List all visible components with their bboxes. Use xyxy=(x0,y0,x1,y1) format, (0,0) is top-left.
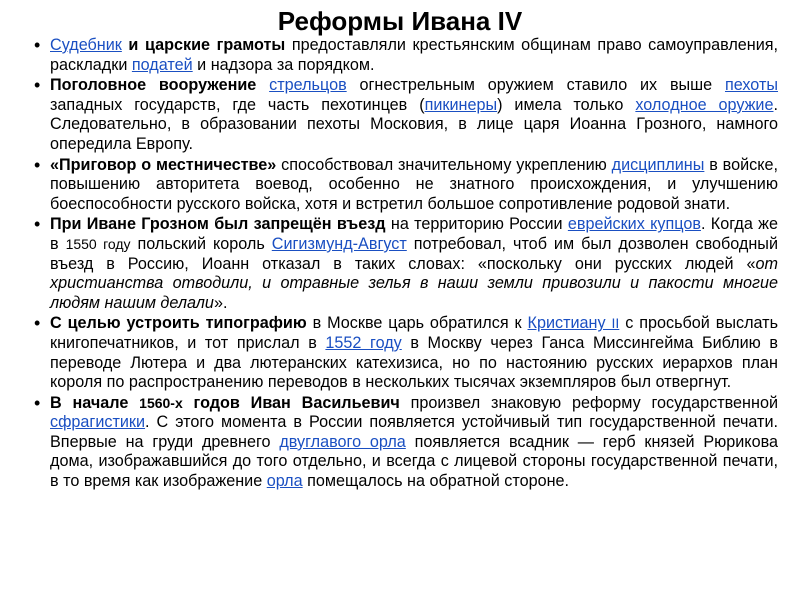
link-text: II xyxy=(611,315,620,332)
text: . Следовательно, в образовании пехоты Московия, в лице царя Иоанна Грозного, намного опередила Европу. xyxy=(50,95,778,153)
text: западных государств, где часть пехотинцев ( xyxy=(50,95,425,114)
list-item xyxy=(50,156,778,215)
text: произвел знаковую реформу государственной xyxy=(399,393,778,412)
bold-text: и царские грамоты xyxy=(121,36,286,54)
text: годов Иван Васильевич xyxy=(182,393,400,412)
link-evreyskie-kuptsy[interactable]: еврейских купцов xyxy=(567,215,701,234)
text xyxy=(256,76,269,94)
link-pehota[interactable]: пехоты xyxy=(724,76,779,95)
text: появляется всадник — герб князей Рюрикова дома, изображавшийся до того отдельно, и всегда с лицевой стороны государственной печати, в то время как изображение xyxy=(50,432,778,491)
text: ) имела только xyxy=(497,95,636,114)
text: способствовал значительному укреплению xyxy=(276,155,612,174)
link-text: Кристиану xyxy=(527,314,612,333)
text: и надзора за порядком. xyxy=(192,55,375,74)
text: потребовал, чтоб им был дозволен свободный въезд в Россию, Иоанн отказал в таких словах: «поскольку они русских людей « xyxy=(50,234,778,273)
list-item xyxy=(50,76,778,154)
link-sudebnik[interactable]: Судебник xyxy=(50,36,122,54)
link-podati[interactable]: податей xyxy=(131,55,193,74)
text: в Москву через Ганса Миссингейма Библию в переводе Лютера и два лютеранских катехизиса, но по настоянию русских иерархов план короля по распространению переводов в нескольких тысячах экземпляров был отвергнут. xyxy=(50,333,778,392)
link-kristian[interactable] xyxy=(528,314,620,332)
text: ». xyxy=(213,293,228,312)
link-orel[interactable]: орла xyxy=(266,472,303,491)
text: . С этого момента в России появляется устойчивый тип государственной печати. Впервые на груди древнего xyxy=(50,413,778,451)
link-holodnoe-oruzhie[interactable]: холодное оружие xyxy=(635,95,774,114)
link-pikinery[interactable]: пикинеры xyxy=(424,95,498,114)
bold-text: Поголовное вооружение xyxy=(50,76,257,95)
text: в Москве царь обратился к xyxy=(306,314,528,333)
slide-title: Реформы Ивана IV xyxy=(277,6,523,36)
bold-text: С целью устроить типографию xyxy=(50,314,307,333)
list-item xyxy=(50,314,778,392)
bold-text: «Приговор о местничестве» xyxy=(50,155,277,174)
bold-text: При Иване Грозном был запрещён въезд xyxy=(50,215,386,234)
bold-text xyxy=(50,394,400,412)
text: огнестрельным оружием ставило их выше xyxy=(346,76,725,95)
text: В начале xyxy=(50,393,140,412)
link-streltsy[interactable]: стрельцов xyxy=(269,76,347,95)
text: 1550 году xyxy=(65,235,131,252)
text: . Когда же в xyxy=(50,215,778,253)
text: польский король xyxy=(130,234,272,253)
text: помещалось на обратной стороне. xyxy=(302,472,570,491)
text: на территорию России xyxy=(385,215,568,234)
list-item xyxy=(50,215,778,313)
link-1552[interactable]: 1552 году xyxy=(325,333,402,352)
text: с просьбой выслать книгопечатников, и тот прислал в xyxy=(50,314,779,352)
link-distsiplina[interactable]: дисциплины xyxy=(611,155,705,174)
text: 1560-х xyxy=(139,394,183,411)
text: предоставляли крестьянским общинам право самоуправления, раскладки xyxy=(50,36,779,74)
link-sigizmund-avgust[interactable]: Сигизмунд-Август xyxy=(271,234,407,253)
italic-quote: от христианства отводили, и отравные зелья в наши земли привозили и пакости многие людям нашим делали xyxy=(50,254,778,312)
list-item xyxy=(50,36,778,75)
list-item xyxy=(50,394,778,492)
link-dvuglavy-orel[interactable]: двуглавого орла xyxy=(279,432,406,451)
text: в войске, повышению авторитета воевод, особенно не знатного происхождения, и улучшению боеспособности русского войска, хотя и встретил большое сопротивление родовой знати. xyxy=(50,155,778,213)
reform-list xyxy=(0,36,800,492)
link-sfragistika[interactable]: сфрагистики xyxy=(50,413,146,432)
